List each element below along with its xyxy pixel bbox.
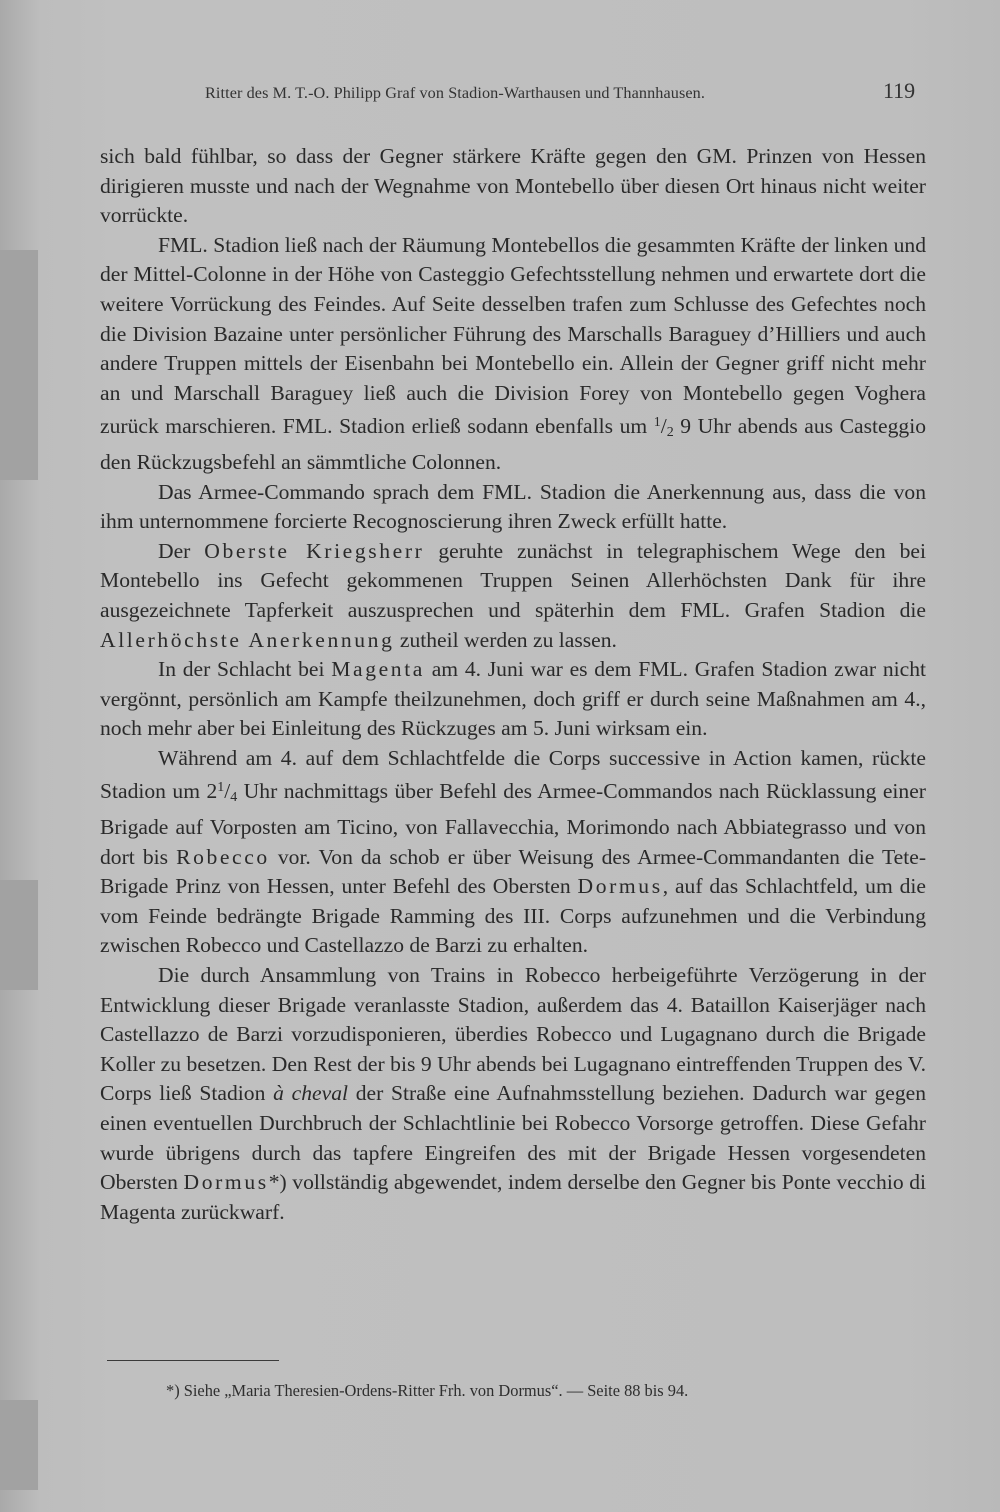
text-run: /	[660, 414, 667, 439]
text-run: FML. Stadion ließ nach der Räumung Montebellos die gesammten Kräfte der linken und der Mittel-Colonne in der Höhe von Casteggio Gefechtsstellung nehmen und erwartete dort die weitere Vorrückung des Feindes. Auf Seite desselben trafen zum Schlusse des Gefechtes noch die Division Bazaine unter persönlicher Führung des Marschalls Baraguey d’Hilliers und auch andere Truppen mittels der Eisenbahn bei Montebello ein. Allein der Gegner griff nicht mehr an und Marschall Baraguey ließ auch die Division Forey von Montebello gegen Voghera zurück marschieren. FML. Stadion erließ sodann ebenfalls um	[100, 232, 926, 439]
text-run: Das Armee-Commando sprach dem FML. Stadion die Anerkennung aus, dass die von ihm unternommene forcierte Recognoscierung ihren Zweck erfüllt hatte.	[100, 479, 926, 534]
text-run: am 4. Juni war es dem FML. Grafen Stadion zwar nicht vergönnt, persönlich am Kampfe theilzunehmen, doch griff er durch seine Maßnahmen am 4., noch mehr aber bei Einleitung des Rückzuges am 5. Juni wirksam ein.	[100, 657, 926, 741]
text-run: zutheil werden zu lassen.	[394, 627, 617, 652]
paragraph	[100, 231, 926, 478]
footnote: *) Siehe „Maria Theresien-Ordens-Ritter Frh. von Dormus“. — Seite 88 bis 94.	[166, 1381, 689, 1400]
page-number: 119	[883, 78, 916, 103]
text-sub: 4	[230, 790, 238, 806]
text-run: sich bald fühlbar, so dass der Gegner stärkere Kräfte gegen den GM. Prinzen von Hessen dirigieren musste und nach der Wegnahme von Montebello über diesen Ort hinaus nicht weiter vorrückte.	[100, 144, 926, 228]
text-run: Uhr nachmittags über Befehl des Armee-Commandos nach Rücklassung einer Brigade auf Vorposten am Ticino, von Fallavecchia, Morimondo nach Abbiategrasso und von dort bis	[100, 779, 926, 869]
text-sp: Allerhöchste Anerkennung	[100, 627, 395, 652]
body-text	[100, 142, 926, 1227]
text-sp: Dormus	[183, 1170, 269, 1195]
text-run: /	[224, 779, 231, 804]
text-run: , auf das Schlachtfeld, um die vom Feinde bedrängte Brigade Ramming des III. Corps aufzunehmen und die Verbindung zwischen Robecco und Castellazzo de Barzi zu erhalten.	[100, 874, 927, 958]
text-run: der Straße eine Aufnahmsstellung beziehen. Dadurch war gegen einen eventuellen Durchbruch der Schlachtlinie bei Robecco Vorsorge getroffen. Diese Gefahr wurde übrigens durch das tapfere Eingreifen des mit der Brigade Hessen vorgesendeten Obersten	[100, 1081, 927, 1195]
text-run: vor. Von da schob er über Weisung des Armee-Commandanten die Tete-Brigade Prinz von Hessen, unter Befehl des Obersten	[100, 844, 927, 899]
paragraph	[100, 478, 926, 537]
text-sp: Oberste Kriegsherr	[204, 538, 425, 563]
text-run: Der	[158, 538, 205, 563]
text-sup: 1	[653, 415, 661, 431]
text-run: In der Schlacht bei	[158, 657, 332, 682]
footnote-rule	[107, 1360, 279, 1361]
text-run: Die durch Ansammlung von Trains in Robecco herbeigeführte Verzögerung in der Entwicklung dieser Brigade veranlasste Stadion, außerdem das 4. Bataillon Kaiserjäger nach Castellazzo de Barzi vorzudisponieren, überdies Robecco und Lugagnano durch die Brigade Koller zu besetzen. Den Rest der bis 9 Uhr abends bei Lugagnano eintreffenden Truppen des V. Corps ließ Stadion	[100, 963, 926, 1106]
text-run: *) vollständig abgewendet, indem derselbe den Gegner bis Ponte vecchio di Magenta zurückwarf.	[100, 1170, 926, 1224]
text-run: 9 Uhr abends aus Casteggio den Rückzugsbefehl an sämmtliche Colonnen.	[100, 414, 926, 474]
scan-edge-shade	[0, 1400, 38, 1490]
text-sub: 2	[666, 425, 674, 441]
text-sp: Robecco	[176, 844, 270, 869]
scan-edge-shade	[0, 250, 38, 480]
paragraph	[100, 744, 926, 961]
paragraph	[100, 142, 926, 231]
running-title: Ritter des M. T.-O. Philipp Graf von Stadion-Warthausen und Thannhausen.	[205, 84, 705, 102]
text-sp: Magenta	[331, 657, 425, 682]
text-run: geruhte zunächst in telegraphischem Wege den bei Montebello ins Gefecht gekommenen Truppen Seinen Allerhöchsten Dank für ihre ausgezeichnete Tapferkeit auszusprechen und späterhin dem FML. Grafen Stadion die	[100, 538, 926, 622]
text-sup: 1	[217, 780, 225, 796]
text-run: Während am 4. auf dem Schlachtfelde die Corps successive in Action kamen, rückte Stadion um 2	[100, 745, 926, 804]
text-sp: Dormus	[577, 874, 663, 899]
paragraph	[100, 655, 926, 744]
paragraph	[100, 537, 926, 655]
scan-edge-shade	[0, 880, 38, 990]
text-it: à cheval	[273, 1081, 348, 1106]
paragraph	[100, 961, 926, 1227]
